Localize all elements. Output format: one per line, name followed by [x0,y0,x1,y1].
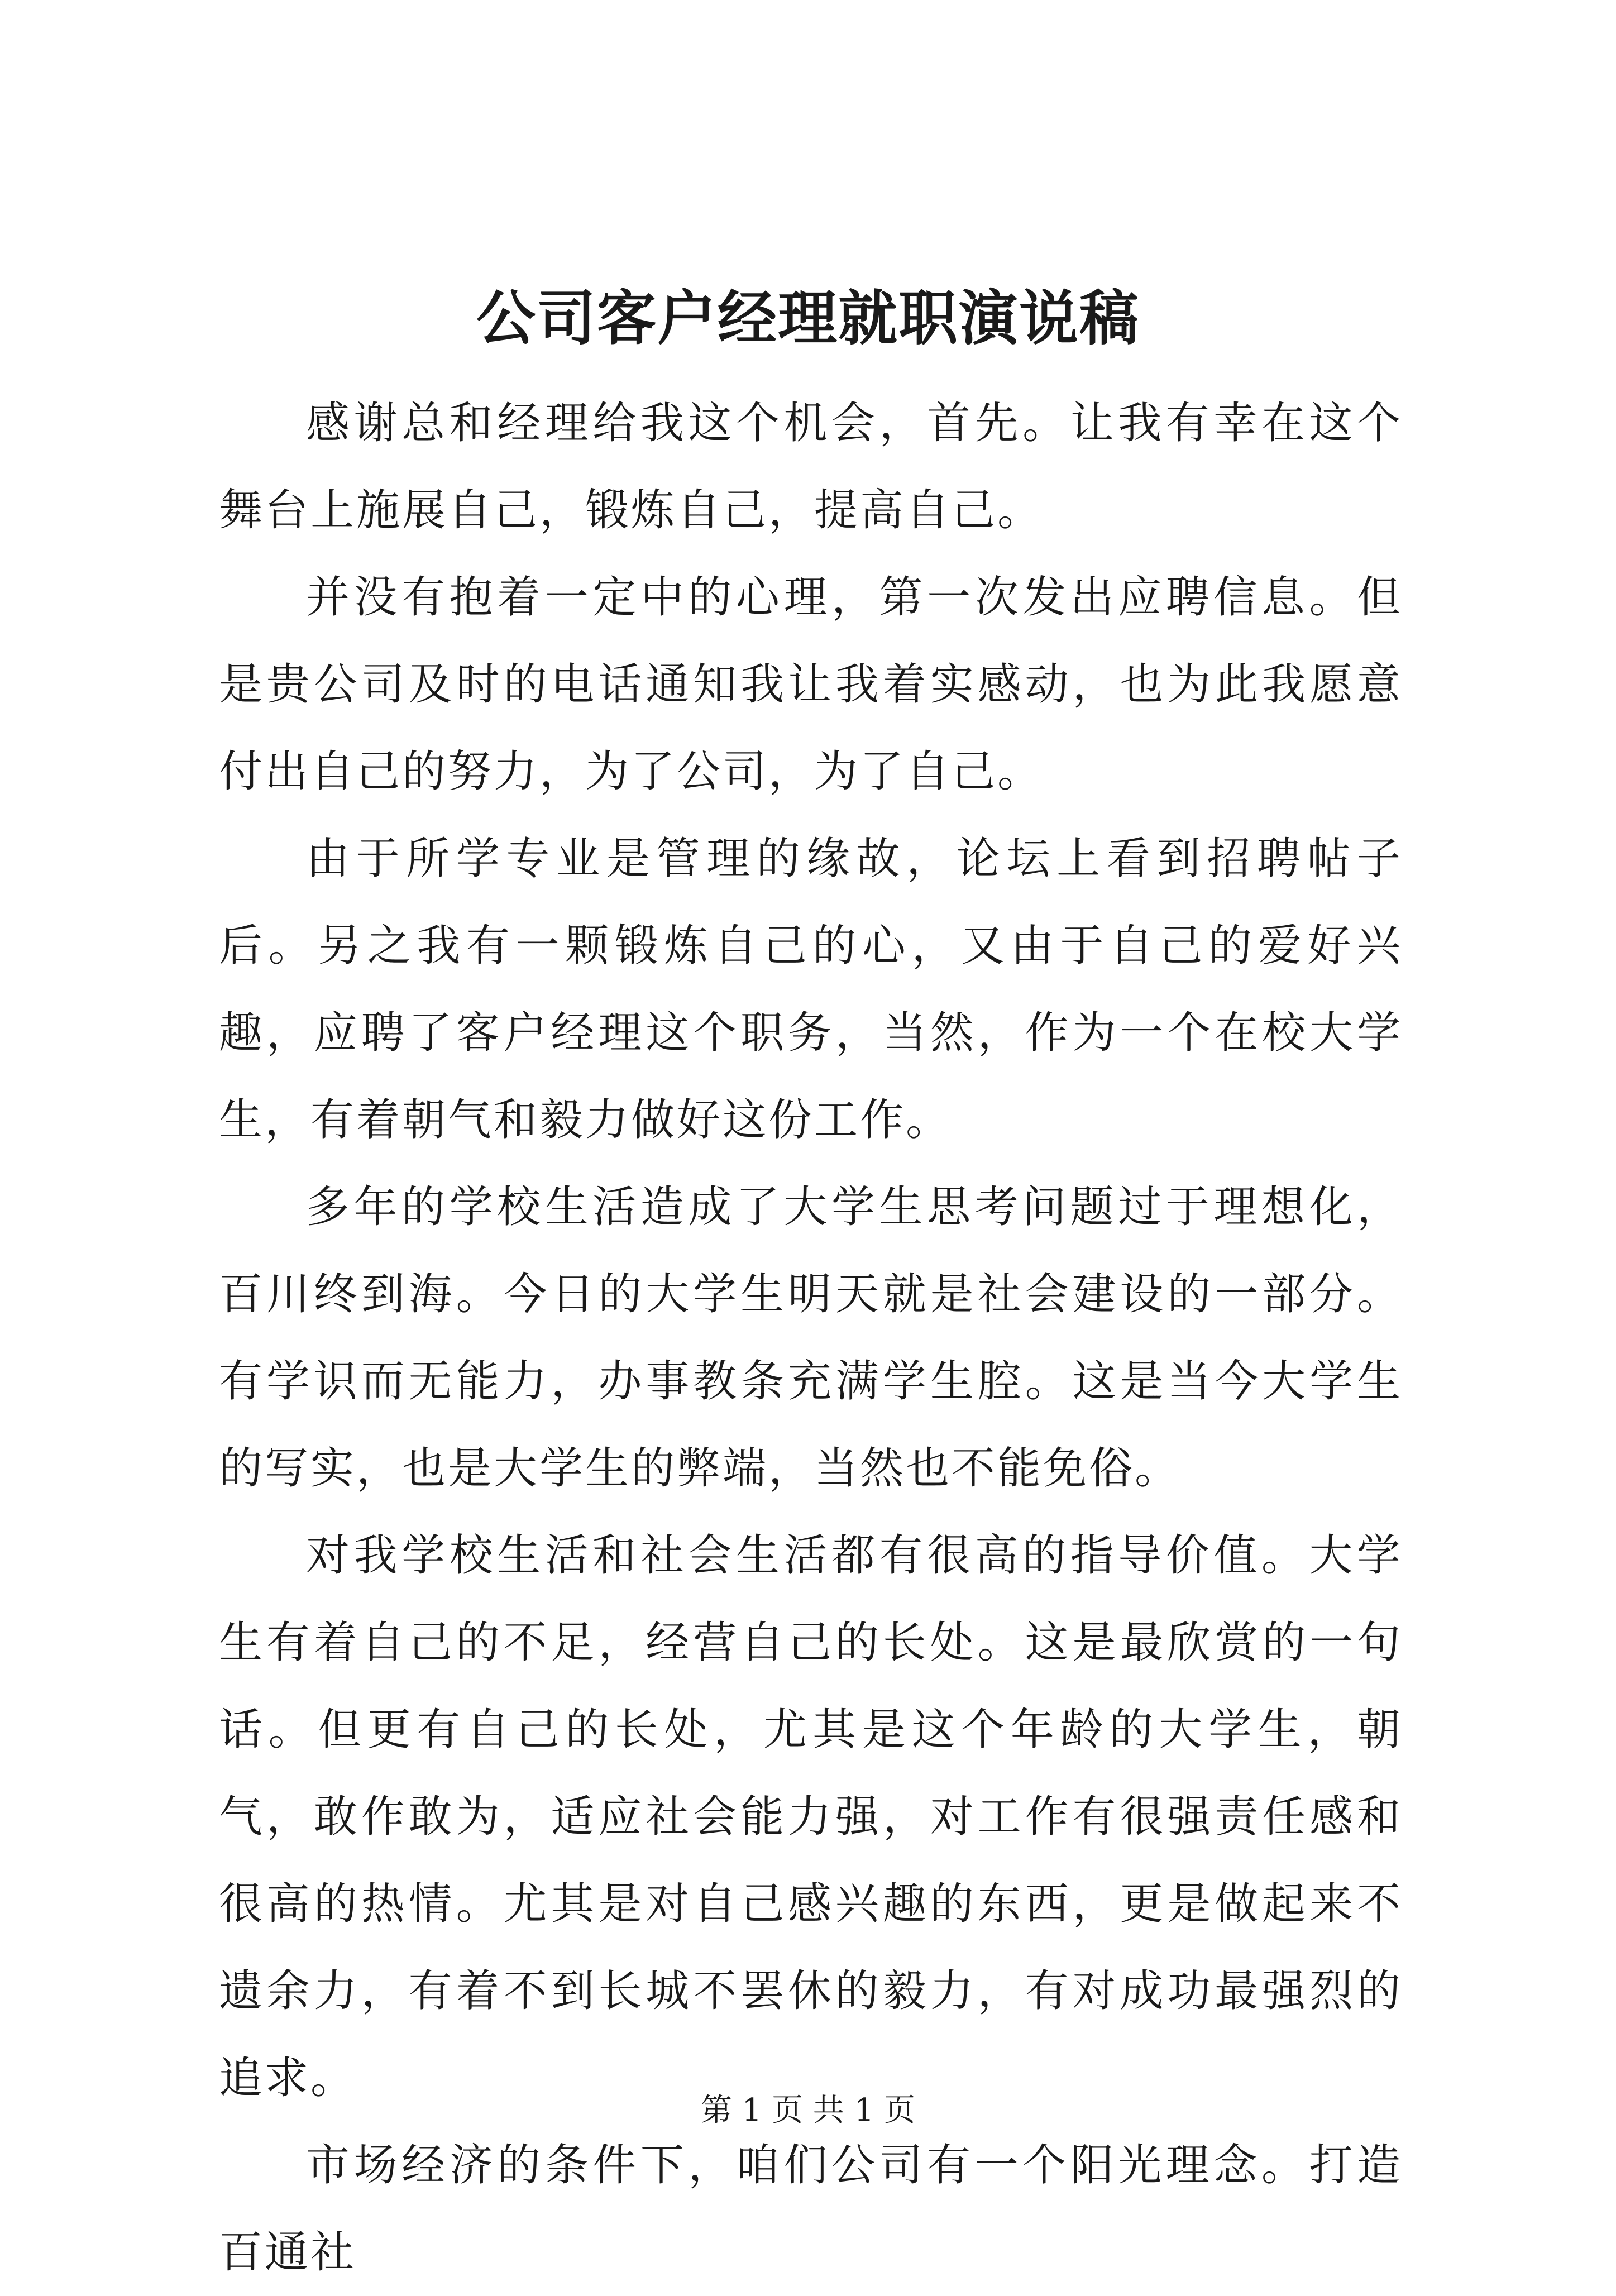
document-body [219,380,1403,2296]
paragraph-1: 感谢总和经理给我这个机会，首先。让我有幸在这个舞台上施展自己，锻炼自己，提高自己。 [219,398,1403,535]
paragraph-3: 由于所学专业是管理的缘故，论坛上看到招聘帖子后。另之我有一颗锻炼自己的心，又由于自己的爱好兴趣，应聘了客户经理这个职务，当然，作为一个在校大学生，有着朝气和毅力做好这份工作。 [219,834,1403,1145]
paragraph-4: 多年的学校生活造成了大学生思考问题过于理想化，百川终到海。今日的大学生明天就是社会建设的一部分。有学识而无能力，办事教条充满学生腔。这是当今大学生的写实，也是大学生的弊端，当然也不能免俗。 [219,1182,1403,1494]
document-title: 公司客户经理就职演说稿 [476,283,1140,353]
paragraph-5: 对我学校生活和社会生活都有很高的指导价值。大学生有着自己的不足，经营自己的长处。这是最欣赏的一句话。但更有自己的长处，尤其是这个年龄的大学生，朝气，敢作敢为，适应社会能力强，对工作有很强责任感和很高的热情。尤其是对自己感兴趣的东西，更是做起来不遗余力，有着不到长城不罢休的毅力，有对成功最强烈的追求。 [219,1530,1403,2103]
page-number-footer: 第 1 页 共 1 页 [700,2092,916,2128]
paragraph-2: 并没有抱着一定中的心理，第一次发出应聘信息。但是贵公司及时的电话通知我让我着实感动，也为此我愿意付出自己的努力，为了公司，为了自己。 [219,572,1403,797]
paragraph-6: 市场经济的条件下，咱们公司有一个阳光理念。打造百通社 [219,2140,1403,2278]
